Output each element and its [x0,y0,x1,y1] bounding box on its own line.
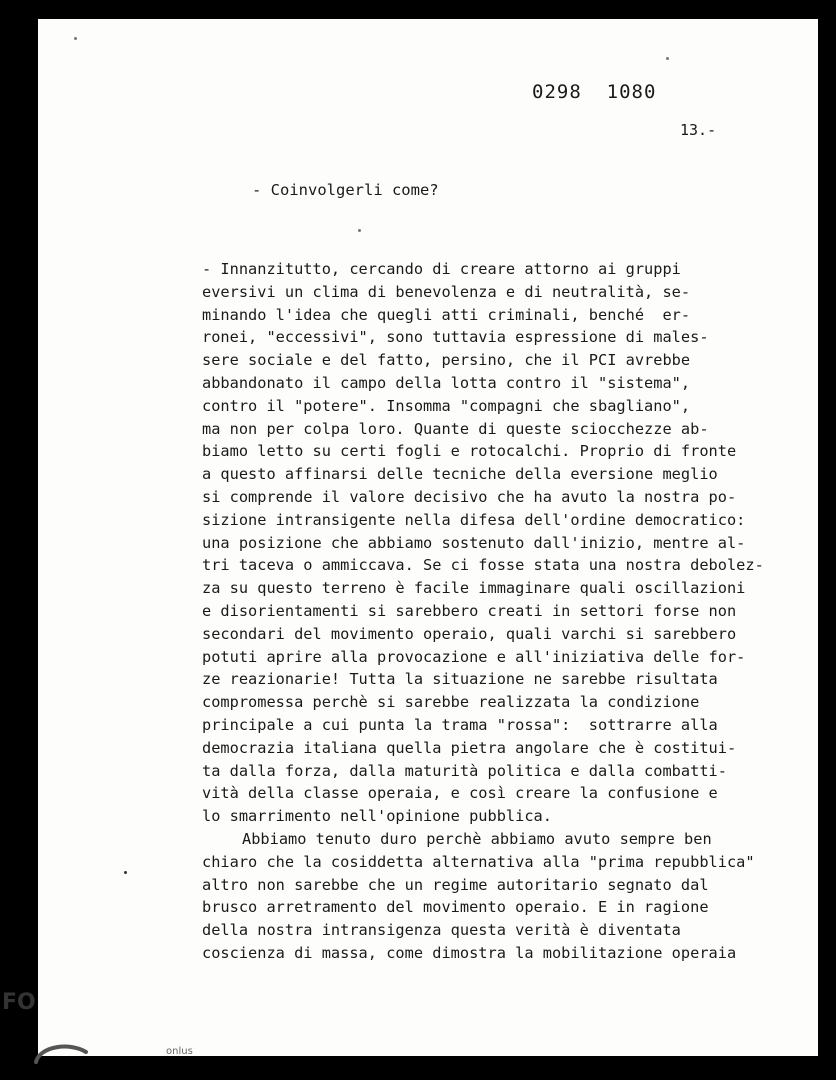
archive-code: 0298 1080 [532,81,657,103]
text-line: altro non sarebbe che un regime autoritario segnato dal [202,875,709,894]
text-line: a questo affinarsi delle tecniche della eversione meglio [202,465,718,484]
dust-speck [358,229,361,232]
text-line: eversivi un clima di benevolenza e di neutralità, se- [202,282,691,301]
text-line: potuti aprire alla provocazione e all'iniziativa delle for- [202,647,746,666]
watermark-swoosh-icon [30,1040,100,1074]
text-line: tri taceva o ammiccava. Se ci fosse stata una nostra debolez- [202,556,764,575]
text-line: chiaro che la cosiddetta alternativa alla "prima repubblica" [202,852,755,871]
text-line: za su questo terreno è facile immaginare quali oscillazioni [202,579,746,598]
text-line: democrazia italiana quella pietra angolare che è costitui- [202,738,737,757]
watermark-logo-text: FO [2,990,36,1015]
text-line: lo smarrimento nell'opinione pubblica. [202,807,552,826]
page-number: 13.- [680,121,717,139]
text-line: ze reazionarie! Tutta la situazione ne sarebbe risultata [202,670,718,689]
text-line: sizione intransigente nella difesa dell'ordine democratico: [202,510,746,529]
text-line: secondari del movimento operaio, quali varchi si sarebbero [202,624,737,643]
text-line: della nostra intransigenza questa verità è diventata [202,921,681,940]
text-line: contro il "potere". Insomma "compagni che sbagliano", [202,396,691,415]
text-line: principale a cui punta la trama "rossa": sottrarre alla [202,715,718,734]
dust-speck [124,871,127,874]
text-line: si comprende il valore decisivo che ha avuto la nostra po- [202,487,737,506]
text-line: sere sociale e del fatto, persino, che il PCI avrebbe [202,351,691,370]
body-text [202,258,802,965]
watermark-suffix: onlus [166,1046,193,1057]
text-line: abbandonato il campo della lotta contro il "sistema", [202,373,691,392]
text-line: brusco arretramento del movimento operaio. E in ragione [202,898,709,917]
text-line: e disorientamenti si sarebbero creati in settori forse non [202,601,737,620]
text-line: una posizione che abbiamo sostenuto dall'inizio, mentre al- [202,533,746,552]
text-line: coscienza di massa, come dimostra la mobilitazione operaia [202,943,737,962]
text-line: - Innanzitutto, cercando di creare attorno ai gruppi [202,260,681,278]
text-line: biamo letto su certi fogli e rotocalchi. Proprio di fronte [202,442,737,461]
text-line: ta dalla forza, dalla maturità politica e dalla combatti- [202,761,727,780]
text-line: vità della classe operaia, e così creare la confusione e [202,784,718,803]
text-line: ronei, "eccessivi", sono tuttavia espressione di males- [202,328,709,347]
text-line: ma non per colpa loro. Quante di queste sciocchezze ab- [202,419,709,438]
text-line: compromessa perchè si sarebbe realizzata la condizione [202,693,700,712]
dust-speck [666,57,669,60]
dust-speck [74,37,77,40]
question-line: - Coinvolgerli come? [252,181,439,199]
text-line: Abbiamo tenuto duro perchè abbiamo avuto sempre ben [242,829,712,848]
text-line: minando l'idea che quegli atti criminali, benché er- [202,305,691,324]
